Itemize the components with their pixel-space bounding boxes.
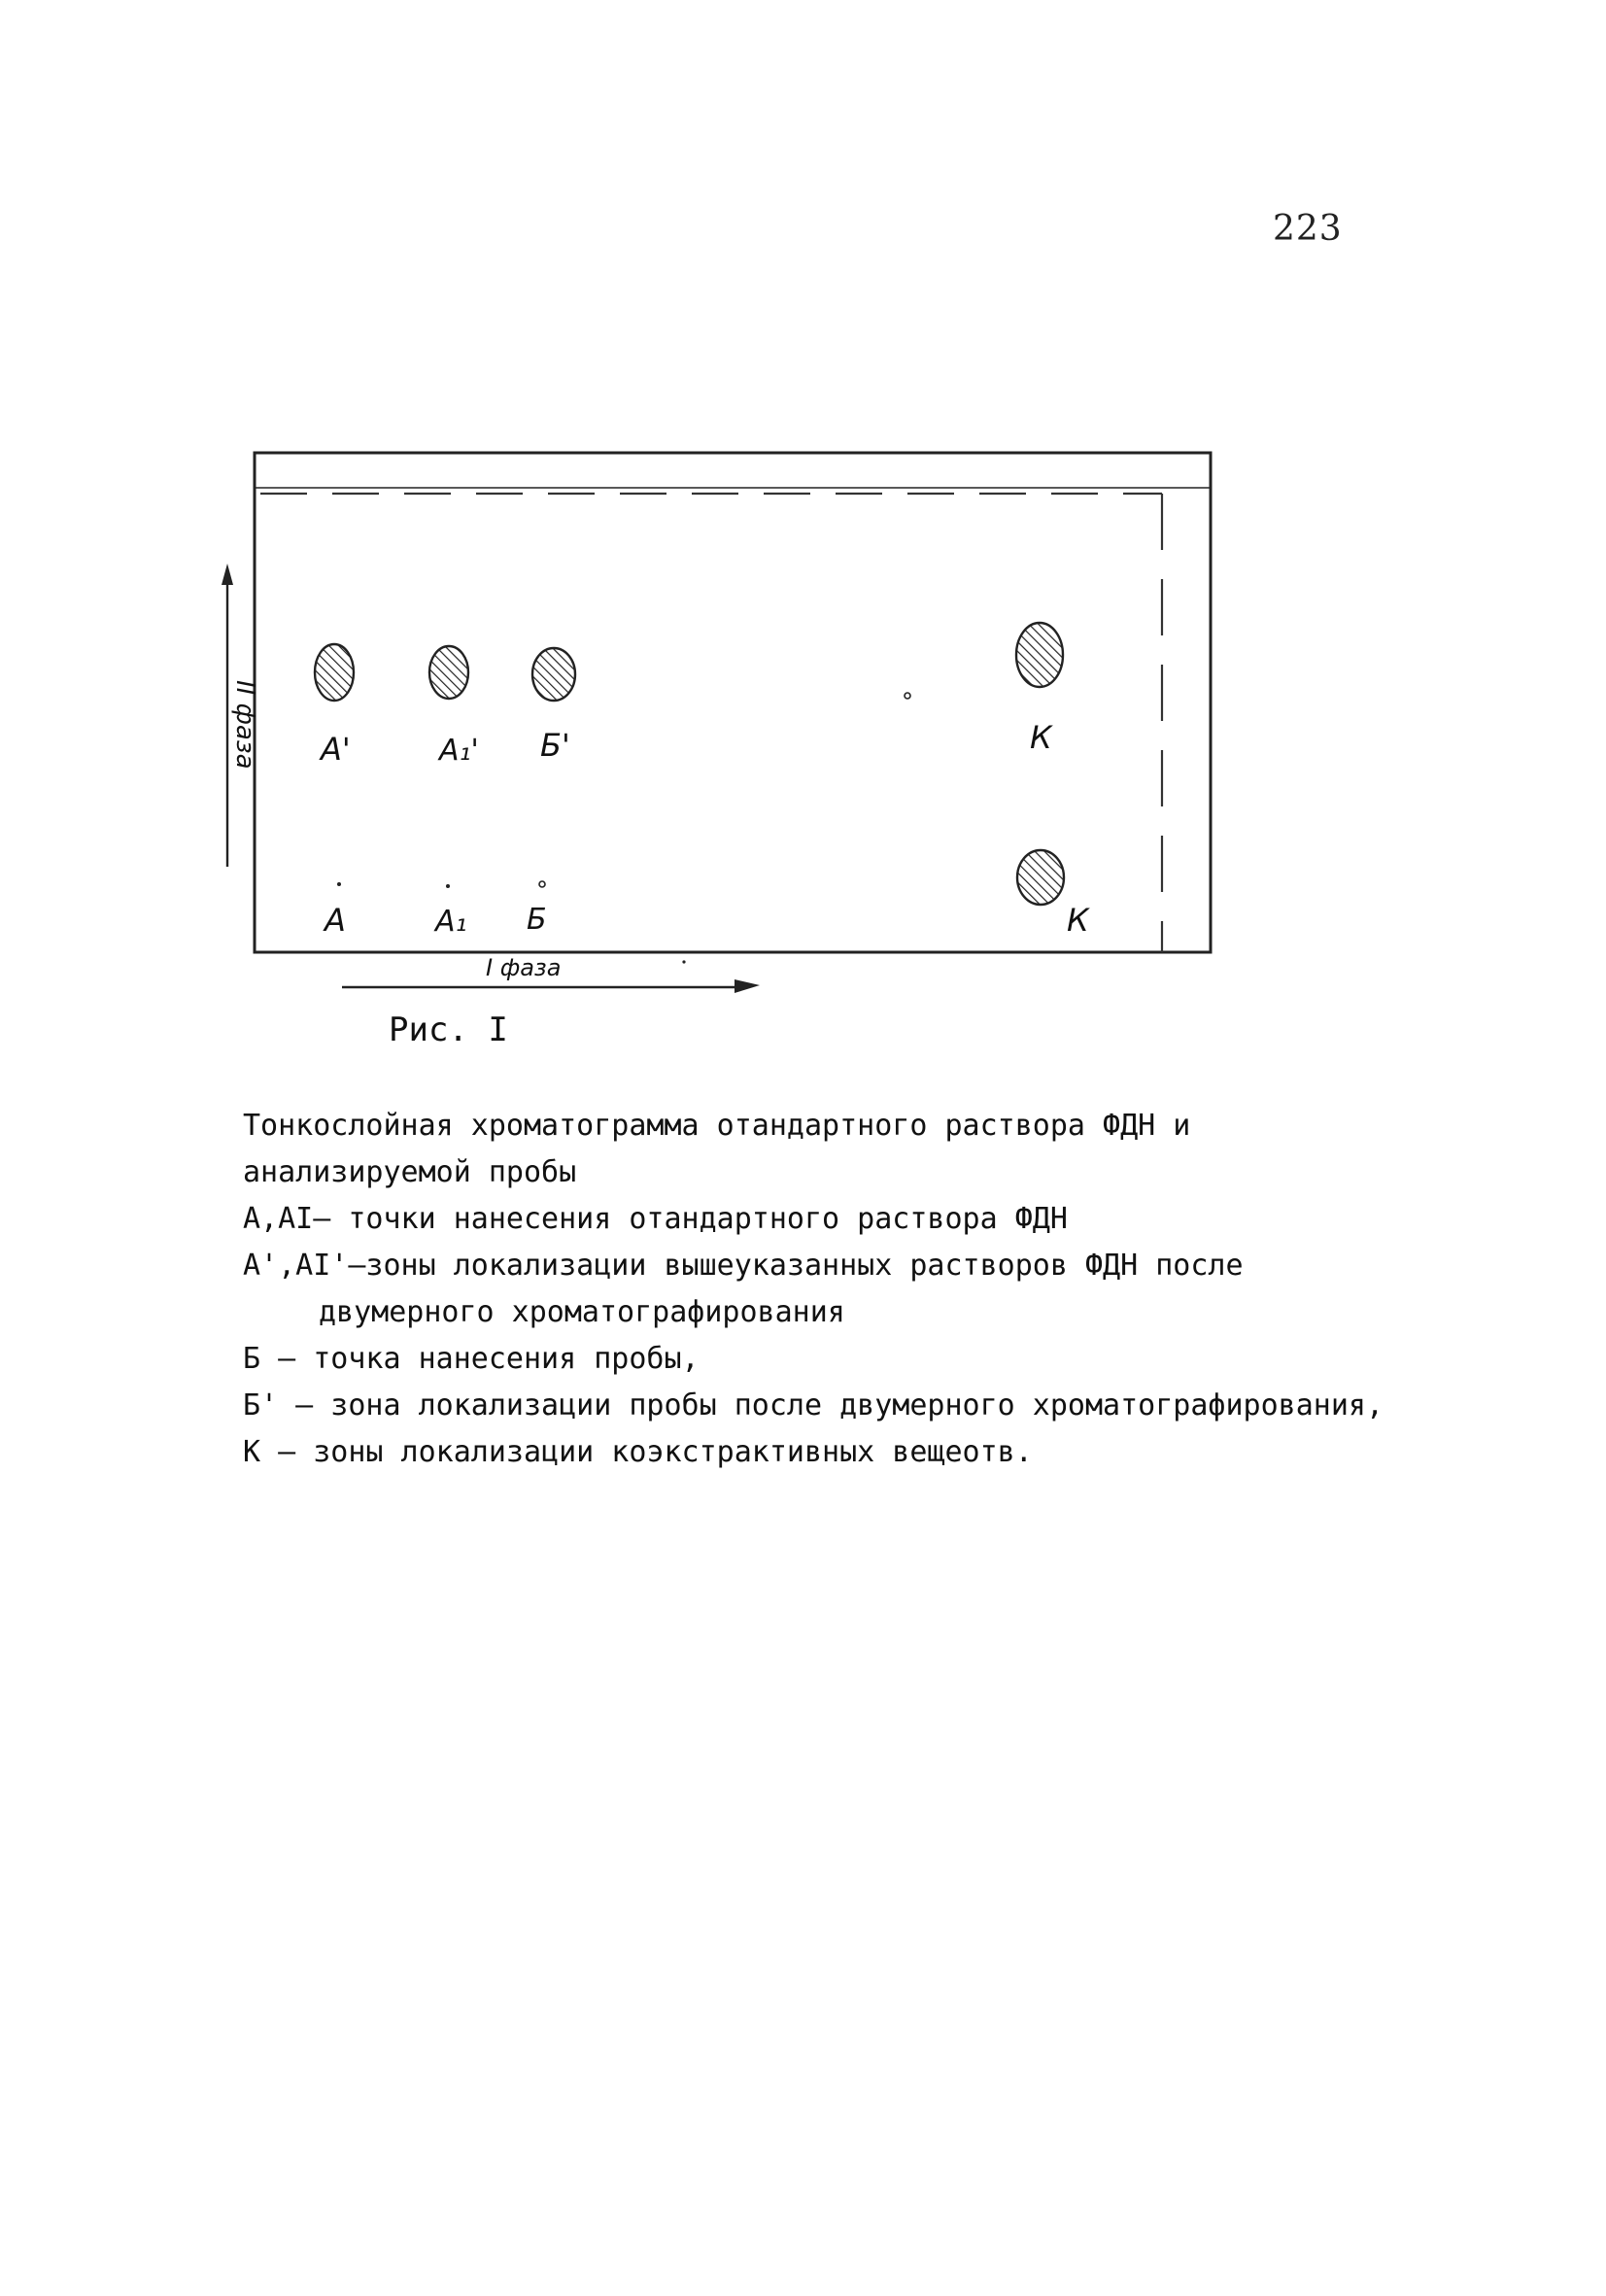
legend-item-application-standard: А,АI– точки нанесения отандартного раствора ФДН (243, 1202, 1068, 1236)
label-a-prime: А' (321, 731, 351, 768)
spot-k-upper (1016, 623, 1063, 687)
axis-phase-2-label: II фаза (230, 680, 259, 770)
legend-item-coextractive-zones: К – зоны локализации коэкстрактивных вещеотв. (243, 1435, 1033, 1469)
point-a1 (446, 884, 450, 888)
spot-b-prime (532, 648, 575, 701)
label-k-upper: К (1030, 719, 1052, 756)
legend-item-zones-standard: А',АI'–зоны локализации вышеуказанных растворов ФДН после (243, 1249, 1244, 1283)
spot-k-lower (1017, 850, 1064, 905)
legend-title-line-1: Тонкослойная хроматограмма отандартного раствора ФДН и (243, 1109, 1191, 1143)
stray-tick (682, 960, 685, 963)
legend-item-application-sample: Б – точка нанесения пробы, (243, 1342, 700, 1376)
axis-phase-1-label: I фаза (486, 954, 562, 981)
figure-caption: Рис. I (389, 1011, 508, 1049)
label-a1-prime: А₁' (439, 734, 479, 768)
legend-item-zone-sample: Б' – зона локализации пробы после двумерного хроматографирования, (243, 1388, 1384, 1422)
chromatogram-figure (0, 0, 1606, 1069)
label-a1: А₁ (435, 905, 467, 939)
spot-a-prime (315, 644, 354, 701)
axis-phase-1-arrowhead (735, 979, 760, 993)
axis-phase-2-arrowhead (222, 564, 233, 585)
label-a: А (325, 902, 346, 939)
plate-frame (255, 453, 1211, 952)
point-b (539, 881, 545, 887)
figure-legend (243, 1103, 1506, 1476)
page-number: 223 (1273, 209, 1343, 249)
label-k-lower: К (1067, 902, 1089, 939)
label-b-prime: Б' (540, 727, 570, 764)
stray-dot (905, 693, 910, 699)
legend-item-zones-standard-cont: двумерного хроматографирования (319, 1295, 845, 1329)
label-b: Б (527, 903, 547, 937)
legend-title-line-2: анализируемой пробы (243, 1155, 577, 1189)
point-a (337, 882, 341, 886)
spot-a1-prime (429, 646, 468, 699)
